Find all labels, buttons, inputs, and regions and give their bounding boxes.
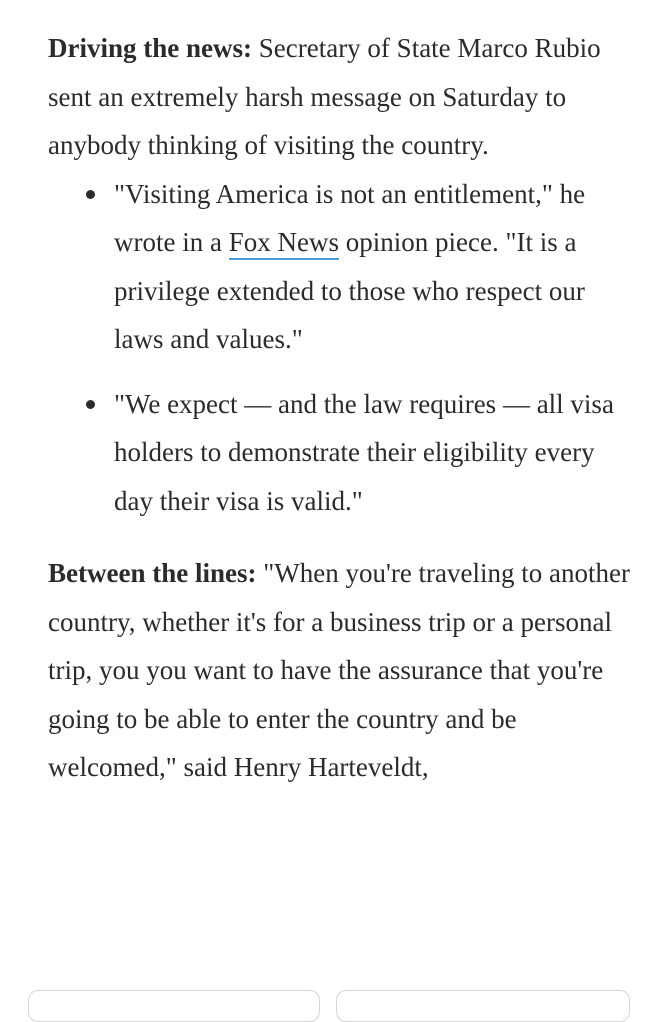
bullet-icon <box>86 400 95 409</box>
list-item <box>48 380 632 526</box>
bottom-cards <box>28 990 628 1010</box>
paragraph-driving-the-news <box>48 24 632 170</box>
bottom-card-right[interactable] <box>336 990 630 1022</box>
list-item <box>48 170 632 364</box>
paragraph-text: "When you're traveling to another country, whether it's for a business trip or a personal trip, you you want to have the assurance that you're going to be able to enter the country and be welcomed," said Henry Harteveldt, <box>48 558 630 782</box>
article-body <box>48 24 632 792</box>
list-item-text: "We expect — and the law requires — all visa holders to demonstrate their eligibility every day their visa is valid." <box>114 388 614 516</box>
lead-between-the-lines: Between the lines: <box>48 558 257 588</box>
lead-driving-the-news: Driving the news: <box>48 33 252 63</box>
quote-list <box>48 170 632 526</box>
paragraph-text: Secretary of State Marco Rubio sent an extremely harsh message on Saturday to anybody thinking of visiting the country. <box>48 33 601 160</box>
bullet-icon <box>86 190 95 199</box>
list-item-text: "Visiting America is not an entitlement," he wrote in a <box>114 178 586 257</box>
paragraph-between-the-lines <box>48 549 632 792</box>
fox-news-link[interactable]: Fox News <box>229 227 339 260</box>
bottom-card-left[interactable] <box>28 990 320 1022</box>
list-item-text: opinion piece. "It is a privilege extended to those who respect our laws and values." <box>114 227 585 354</box>
